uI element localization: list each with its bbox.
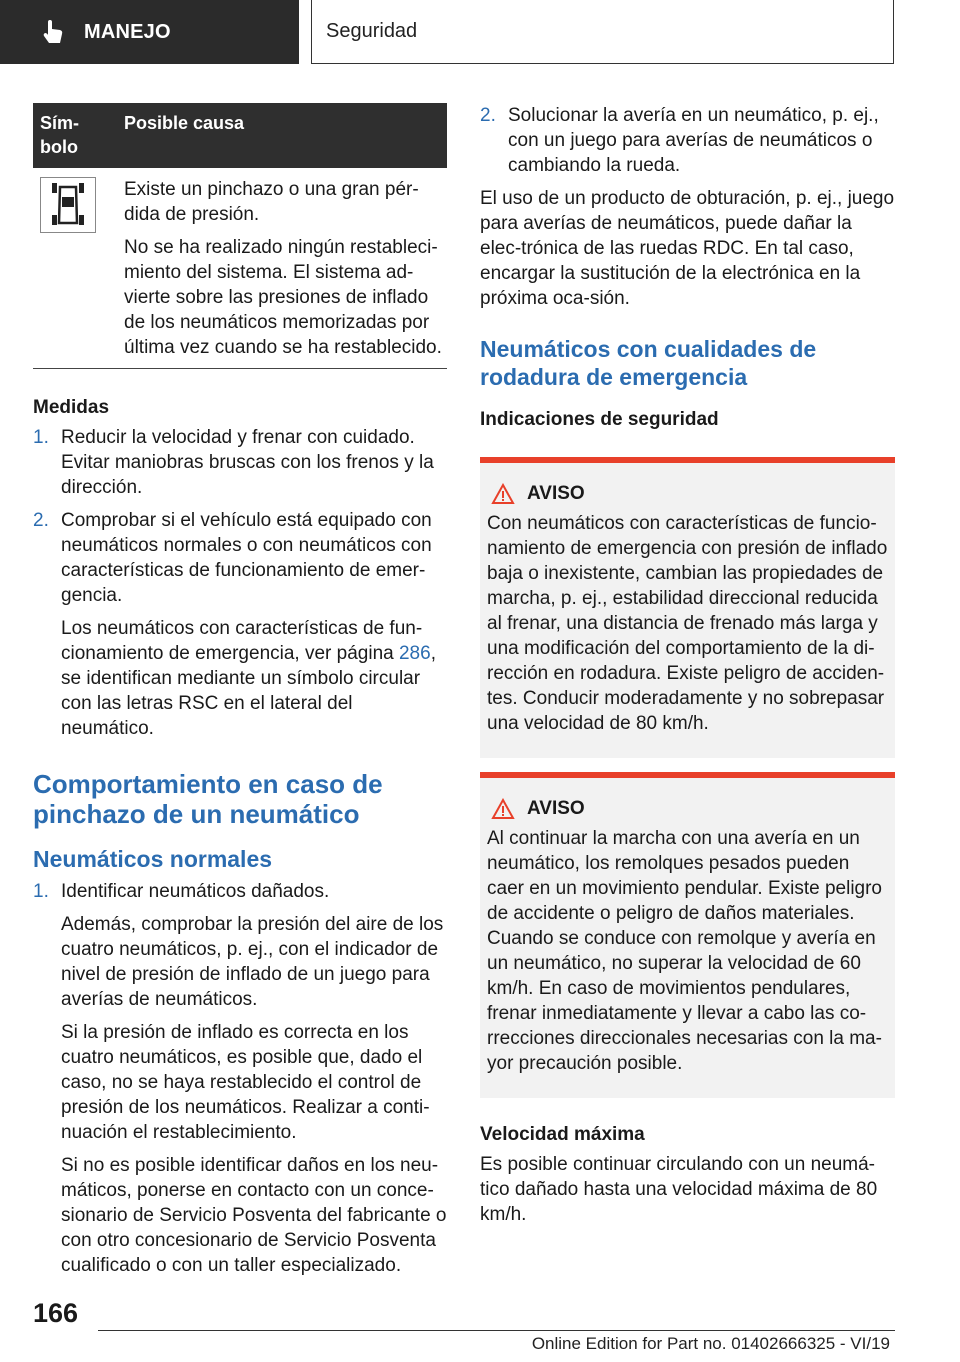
edition-text: Online Edition for Part no. 01402666325 - VI/19 xyxy=(531,1334,890,1353)
page-link[interactable]: 286 xyxy=(398,643,431,664)
section-tab xyxy=(0,0,299,64)
table-row xyxy=(33,168,447,369)
warning-triangle-icon xyxy=(491,798,515,820)
car-tire-warning-icon xyxy=(40,177,96,233)
list-item: 1. Reducir la velocidad y frenar con cuidado. Evitar maniobras bruscas con los frenos y la dirección. xyxy=(33,427,434,498)
speed-heading: Velocidad máxima xyxy=(480,1124,645,1145)
footer-divider xyxy=(98,1330,895,1331)
list-item: 2. Solucionar la avería en un neumático, p. ej., con un juego para averías de neumáticos o cambiando la rueda. xyxy=(480,105,879,176)
safety-heading: Indicaciones de seguridad xyxy=(480,409,719,430)
warning-box xyxy=(480,457,895,758)
flat-steps xyxy=(33,879,447,1278)
measures-list xyxy=(33,425,447,741)
list-item: 2. Comprobar si el vehículo está equipado con neumáticos normales o con neumáticos con características de funcionamiento de emer-gencia. Los neumáticos con características de fun-cionamiento de emergencia, ver página 286, se identifican mediante un símbolo circular con las letras RSC en el lateral del neumático. xyxy=(33,510,436,739)
section-heading: Comportamiento en caso de pinchazo de un neumático xyxy=(33,769,383,829)
warning-text: Con neumáticos con características de funcio-namiento de emergencia con presión de inflado baja o inexistente, cambian las propiedades de marcha, p. ej., estabilidad direccional reducida al frenar, una distancia de frenado más larga y una modificación del comportamiento de la di-rección en rodadura. Existe peligro de acciden-tes. Conducir moderadamente y no sobrepasar una velocidad de 80 km/h. xyxy=(487,513,888,734)
speed-text: Es posible continuar circulando con un neumá-tico dañado hasta una velocidad máxima de 80 km/h. xyxy=(480,1154,878,1225)
chapter-label: Seguridad xyxy=(326,20,418,42)
table-header-cause: Posible causa xyxy=(124,113,245,133)
measures-heading: Medidas xyxy=(33,397,110,418)
chapter-header xyxy=(311,0,894,64)
table-header-symbol: Sím- bolo xyxy=(40,113,80,157)
hand-icon xyxy=(38,17,68,47)
section-label: MANEJO xyxy=(84,20,171,43)
list-item: 1. Identificar neumáticos dañados. Además, comprobar la presión del aire de los cuatro neumáticos, p. ej., con el indicador de nivel de presión de inflado de un juego para averías de neumáticos. Si la presión de inflado es correcta en los cuatro neumáticos, es posible que, dado el caso, no se haya restablecido el control de presión de los neumáticos. Realizar a conti-nuación el restablecimiento. Si no es posible identificar daños en los neu-máticos, ponerse en contacto con un conce-sionario de Servicio Posventa del fabricante o con otro concesionario de Servicio Posventa cualificado o con un taller especializado. xyxy=(33,881,447,1276)
warning-title: AVISO xyxy=(527,798,585,819)
warning-box xyxy=(480,772,895,1098)
flat-steps-cont xyxy=(480,103,895,178)
cause-text: Existe un pinchazo o una gran pér-dida de presión. xyxy=(124,179,419,225)
subsection-heading: Neumáticos normales xyxy=(33,846,273,872)
cause-text: No se ha realizado ningún restableci-miento del sistema. El sistema ad-vierte sobre las presiones de inflado de los neumáticos memorizadas por última vez cuando se ha restablecido. xyxy=(124,237,442,358)
warning-triangle-icon xyxy=(491,483,515,505)
page-number: 166 xyxy=(33,1298,79,1328)
table-header xyxy=(33,103,447,168)
rdc-paragraph: El uso de un producto de obturación, p. ej., juego para averías de neumáticos, puede dañar la elec-trónica de las ruedas RDC. En tal caso, encargar la sustitución de la electrónica en la próxima oca-sión. xyxy=(480,188,895,309)
right-column xyxy=(480,103,895,1227)
warning-text: Al continuar la marcha con una avería en un neumático, los remolques pesados pueden caer en un movimiento pendular. Existe peligro de accidente o peligro de daños materiales. Cuando se conduce con remolque y avería en un neumático, no superar la velocidad de 60 km/h. En caso de movimientos pendulares, frenar inmediatamente y llevar a cabo las co-rrecciones direccionales necesarias con la ma-yor precaución posible. xyxy=(487,828,883,1074)
warning-title: AVISO xyxy=(527,483,585,504)
subsection-heading: Neumáticos con cualidades de rodadura de emergencia xyxy=(480,336,817,390)
left-column xyxy=(33,103,447,1278)
